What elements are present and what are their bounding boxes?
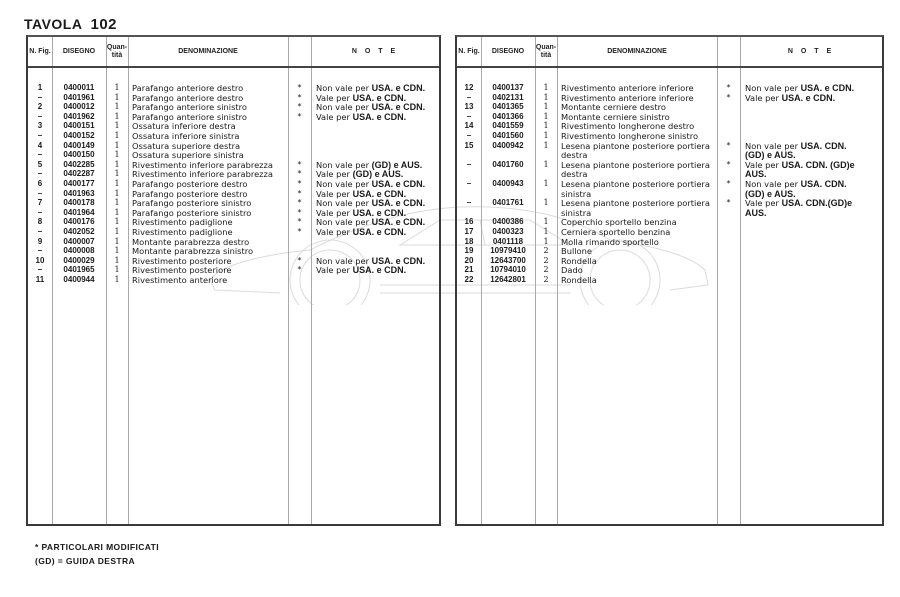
fig-number: 20 <box>464 255 474 265</box>
quantity: 1 <box>543 92 549 102</box>
table-row <box>28 227 439 237</box>
quantity: 1 <box>543 83 549 92</box>
description: Montante parabrezza destro <box>132 236 250 247</box>
fig-number: – <box>466 198 472 208</box>
quantity: 1 <box>114 188 120 198</box>
description: Lesena piantone posteriore portiera <box>561 159 710 170</box>
quantity: 1 <box>114 207 120 217</box>
table-row <box>28 160 439 170</box>
table-row-continuation <box>457 208 882 218</box>
modified-marker: * <box>726 198 731 208</box>
description: Lesena piantone posteriore portiera <box>561 140 710 151</box>
note-region: (GD) e AUS. <box>371 159 423 170</box>
description: Montante cerniere destro <box>561 102 666 113</box>
note-text <box>316 160 422 170</box>
fig-number: – <box>37 169 43 179</box>
header-disegno: DISEGNO <box>491 47 525 55</box>
note-region: USA. e CDN. <box>371 217 426 228</box>
part-number: 0401961 <box>63 92 95 102</box>
footer-gd-legend: (GD) = GUIDA DESTRA <box>35 556 136 566</box>
table-row <box>457 121 882 131</box>
part-number: 0401761 <box>492 198 524 208</box>
table-row <box>457 102 882 112</box>
quantity: 2 <box>543 255 549 265</box>
description: Cerniera sportello benzina <box>561 227 671 237</box>
quantity: 1 <box>114 169 120 179</box>
header-quantita: Quan- tità <box>535 43 557 59</box>
parts-table-right <box>455 35 884 526</box>
note-region: USA. e CDN. <box>371 198 426 209</box>
quantity: 1 <box>114 83 120 92</box>
fig-number: 12 <box>464 83 474 92</box>
note-prefix: Vale per <box>316 169 353 180</box>
part-number: 12643700 <box>490 255 526 265</box>
fig-number: 5 <box>37 159 43 169</box>
table-row <box>28 179 439 189</box>
description: Rondella <box>561 275 597 285</box>
note-text <box>745 179 847 189</box>
description: Parafango posteriore destro <box>132 188 248 199</box>
note-prefix: Vale per <box>745 198 782 209</box>
note-prefix: Vale per <box>745 159 782 170</box>
note-continued: (GD) e AUS. <box>745 150 796 161</box>
description: Molla rimando sportello <box>561 236 659 247</box>
modified-marker: * <box>297 111 302 121</box>
quantity: 1 <box>114 102 120 112</box>
note-text <box>316 227 406 237</box>
table-row-continuation <box>457 150 882 160</box>
description: Bullone <box>561 246 592 257</box>
fig-number: – <box>37 150 43 160</box>
part-number: 0400942 <box>492 140 524 150</box>
note-region: USA. CDN.(GD)e <box>781 198 853 209</box>
note-text <box>316 208 406 218</box>
note-prefix: Non vale per <box>745 179 801 189</box>
quantity: 1 <box>543 198 549 208</box>
description: Rivestimento padiglione <box>132 227 233 237</box>
note-prefix: Vale per <box>316 92 353 103</box>
fig-number: – <box>466 131 472 140</box>
quantity: 1 <box>114 227 120 236</box>
quantity: 1 <box>114 121 120 131</box>
part-number: 0400011 <box>63 83 95 92</box>
description: Parafango posteriore destro <box>132 179 248 189</box>
part-number: 0401963 <box>63 188 95 198</box>
quantity: 1 <box>114 217 120 227</box>
modified-marker: * <box>297 255 302 265</box>
description: Rivestimento posteriore <box>132 255 232 266</box>
table-row <box>457 83 882 93</box>
note-region: USA. e CDN. <box>352 227 407 237</box>
quantity: 1 <box>114 159 120 169</box>
fig-number: 6 <box>37 179 43 188</box>
fig-number: 18 <box>464 236 474 246</box>
description: Parafango anteriore destro <box>132 92 244 103</box>
note-prefix: Non vale per <box>316 159 372 170</box>
description: Rivestimento inferiore parabrezza <box>132 159 273 170</box>
note-region: USA. e CDN. <box>781 92 836 103</box>
fig-number: 10 <box>35 255 45 265</box>
part-number: 0401962 <box>63 111 95 121</box>
quantity: 1 <box>114 275 120 284</box>
note-text <box>745 141 847 151</box>
table-row <box>457 256 882 266</box>
note-prefix: Non vale per <box>316 255 372 266</box>
table-row <box>457 237 882 247</box>
description: Rivestimento padiglione <box>132 217 233 228</box>
part-number: 10979410 <box>490 246 526 256</box>
description: Dado <box>561 265 583 276</box>
modified-marker: * <box>297 227 302 236</box>
part-number: 0400152 <box>63 131 95 140</box>
modified-marker: * <box>297 92 302 102</box>
modified-marker: * <box>726 159 731 169</box>
table-row <box>28 198 439 208</box>
part-number: 0400386 <box>492 217 524 227</box>
modified-marker: * <box>297 217 302 227</box>
quantity: 2 <box>543 246 549 256</box>
quantity: 1 <box>114 140 120 150</box>
note-region: USA. e CDN. <box>371 255 426 266</box>
note-prefix: Vale per <box>316 111 353 122</box>
description: Montante cerniere sinistro <box>561 111 670 122</box>
part-number: 0401964 <box>63 207 95 217</box>
table-row-continuation <box>457 189 882 199</box>
description: Ossatura inferiore destra <box>132 121 236 132</box>
part-number: 0400012 <box>63 102 95 112</box>
fig-number: – <box>466 111 472 121</box>
header-note: N O T E <box>787 47 835 55</box>
modified-marker: * <box>297 198 302 208</box>
part-number: 0400177 <box>63 179 95 188</box>
part-number: 0400137 <box>492 83 524 92</box>
part-number: 0402131 <box>492 92 524 102</box>
header-disegno: DISEGNO <box>62 47 96 55</box>
fig-number: – <box>37 131 43 140</box>
description: Coperchio sportello benzina <box>561 217 677 228</box>
modified-marker: * <box>297 188 302 198</box>
note-region: USA. e CDN. <box>352 111 407 122</box>
note-prefix: Vale per <box>316 227 353 237</box>
parts-table-left <box>26 35 441 526</box>
fig-number: 19 <box>464 246 474 256</box>
note-continued: AUS. <box>745 207 767 218</box>
fig-number: 2 <box>37 102 43 112</box>
note-prefix: Non vale per <box>745 83 801 93</box>
quantity: 2 <box>543 275 549 284</box>
fig-number: 11 <box>35 275 45 284</box>
note-prefix: Non vale per <box>316 179 372 189</box>
description: Rivestimento inferiore parabrezza <box>132 169 273 180</box>
part-number: 0400943 <box>492 179 524 188</box>
note-prefix: Vale per <box>745 92 782 103</box>
fig-number: – <box>37 207 43 217</box>
description: Rivestimento longherone destro <box>561 121 695 132</box>
note-region: USA. e CDN. <box>352 265 407 276</box>
quantity: 1 <box>543 217 549 227</box>
description: Rivestimento longherone sinistro <box>561 131 699 141</box>
description: Parafango posteriore sinistro <box>132 198 252 209</box>
description-continued: destra <box>561 169 588 180</box>
note-prefix: Non vale per <box>316 217 372 228</box>
note-region: (GD) e AUS. <box>352 169 404 180</box>
table-row <box>28 217 439 227</box>
fig-number: – <box>37 111 43 121</box>
modified-marker: * <box>297 265 302 275</box>
description: Parafango anteriore destro <box>132 83 244 93</box>
part-number: 0400149 <box>63 140 95 150</box>
modified-marker: * <box>726 92 731 102</box>
quantity: 1 <box>114 179 120 188</box>
part-number: 0400176 <box>63 217 95 227</box>
note-region: USA. e CDN. <box>352 188 407 199</box>
fig-number: 8 <box>37 217 43 227</box>
part-number: 0400007 <box>63 236 95 246</box>
footer-modified-parts: * PARTICOLARI MODIFICATI <box>35 542 160 552</box>
part-number: 0401560 <box>492 131 524 140</box>
note-continued: (GD) e AUS. <box>745 188 796 199</box>
header-note: N O T E <box>351 47 399 55</box>
quantity: 1 <box>543 131 549 140</box>
table-row <box>457 93 882 103</box>
note-region: USA. e CDN. <box>371 83 426 93</box>
table-row <box>457 131 882 141</box>
description-continued: destra <box>561 150 588 161</box>
quantity: 2 <box>543 265 549 275</box>
part-number: 0400178 <box>63 198 95 208</box>
note-region: USA. CDN. <box>800 179 847 189</box>
table-row <box>457 227 882 237</box>
note-prefix: Non vale per <box>316 83 372 93</box>
table-row <box>28 121 439 131</box>
part-number: 0401366 <box>492 111 524 121</box>
modified-marker: * <box>297 102 302 112</box>
title-label: TAVOLA <box>24 16 83 32</box>
quantity: 1 <box>114 236 120 246</box>
description: Montante parabrezza sinistro <box>132 246 254 257</box>
modified-marker: * <box>726 140 731 150</box>
part-number: 0400151 <box>63 121 95 131</box>
quantity: 1 <box>543 179 549 188</box>
quantity: 1 <box>543 111 549 121</box>
fig-number: – <box>37 92 43 102</box>
description: Rivestimento anteriore inferiore <box>561 92 694 103</box>
fig-number: 14 <box>464 121 474 131</box>
table-row <box>28 189 439 199</box>
table-row <box>457 141 882 151</box>
quantity: 1 <box>114 255 120 265</box>
header-fig: N. Fig. <box>29 47 51 55</box>
table-row <box>28 275 439 285</box>
fig-number: 15 <box>464 140 474 150</box>
part-number: 0401365 <box>492 102 524 112</box>
note-text <box>316 256 425 266</box>
part-number: 0400008 <box>63 246 95 256</box>
note-text <box>316 198 425 208</box>
table-row <box>457 246 882 256</box>
description: Ossatura superiore destra <box>132 140 241 151</box>
table-row <box>28 112 439 122</box>
note-prefix: Non vale per <box>316 198 372 209</box>
modified-marker: * <box>297 169 302 179</box>
note-text <box>316 189 406 199</box>
fig-number: 22 <box>464 275 474 284</box>
fig-number: 3 <box>37 121 43 131</box>
part-number: 10794010 <box>490 265 526 275</box>
header-fig: N. Fig. <box>458 47 480 55</box>
table-row <box>28 141 439 151</box>
part-number: 0402052 <box>63 227 95 236</box>
part-number: 0401965 <box>63 265 95 275</box>
header-denominazione: DENOMINAZIONE <box>178 47 238 55</box>
table-row <box>28 169 439 179</box>
table-row <box>28 246 439 256</box>
description: Lesena piantone posteriore portiera <box>561 179 710 189</box>
note-prefix: Non vale per <box>745 140 801 151</box>
note-text <box>745 160 855 170</box>
part-number: 0401559 <box>492 121 524 131</box>
note-region: USA. e CDN. <box>352 207 407 218</box>
note-region: USA. CDN. <box>800 140 847 151</box>
note-text <box>316 102 425 112</box>
fig-number: 7 <box>37 198 43 208</box>
table-row <box>28 83 439 93</box>
table-row <box>457 275 882 285</box>
part-number: 0400150 <box>63 150 95 160</box>
table-row <box>457 112 882 122</box>
note-region: USA. e CDN. <box>371 102 426 113</box>
modified-marker: * <box>297 179 302 188</box>
quantity: 1 <box>114 111 120 121</box>
quantity: 1 <box>543 102 549 112</box>
page-title <box>24 16 117 33</box>
header-denominazione: DENOMINAZIONE <box>607 47 667 55</box>
quantity: 1 <box>543 227 549 236</box>
note-prefix: Non vale per <box>316 102 372 113</box>
part-number: 0402285 <box>63 159 95 169</box>
title-number: 102 <box>90 16 118 33</box>
part-number: 0402287 <box>63 169 95 179</box>
table-row <box>28 150 439 160</box>
modified-marker: * <box>726 179 731 188</box>
table-row <box>28 237 439 247</box>
fig-number: 4 <box>37 140 43 150</box>
table-row <box>457 179 882 189</box>
header-quantita: Quan- tità <box>106 43 128 59</box>
note-region: USA. CDN. (GD)e <box>781 159 855 170</box>
table-row <box>457 198 882 208</box>
description: Parafango posteriore sinistro <box>132 207 252 218</box>
quantity: 1 <box>114 246 120 256</box>
description-continued: sinistra <box>561 188 592 199</box>
table-row <box>28 265 439 275</box>
note-text <box>316 112 406 122</box>
fig-number: – <box>466 92 472 102</box>
note-text <box>316 83 425 93</box>
note-text <box>745 93 835 103</box>
quantity: 1 <box>543 236 549 246</box>
table-row-continuation <box>457 169 882 179</box>
description-continued: sinistra <box>561 207 592 218</box>
fig-number: – <box>466 159 472 169</box>
table-row <box>28 102 439 112</box>
fig-number: – <box>37 188 43 198</box>
part-number: 0400944 <box>63 275 95 284</box>
quantity: 1 <box>114 198 120 208</box>
note-text <box>745 83 854 93</box>
description: Rivestimento anteriore <box>132 275 228 285</box>
modified-marker: * <box>297 159 302 169</box>
note-text <box>316 217 425 227</box>
fig-number: – <box>37 227 43 236</box>
description: Parafango anteriore sinistro <box>132 111 247 122</box>
quantity: 1 <box>543 140 549 150</box>
description: Ossatura superiore sinistra <box>132 150 244 161</box>
quantity: 1 <box>114 131 120 140</box>
quantity: 1 <box>114 92 120 102</box>
quantity: 1 <box>543 159 549 169</box>
fig-number: 1 <box>37 83 43 92</box>
modified-marker: * <box>297 207 302 217</box>
note-text <box>745 198 852 208</box>
part-number: 0401118 <box>492 236 524 246</box>
part-number: 12642801 <box>490 275 526 284</box>
table-row <box>28 93 439 103</box>
quantity: 1 <box>543 121 549 131</box>
note-text <box>316 93 406 103</box>
table-row <box>457 217 882 227</box>
fig-number: – <box>37 246 43 256</box>
fig-number: 16 <box>464 217 474 227</box>
description: Parafango anteriore sinistro <box>132 102 247 113</box>
modified-marker: * <box>297 83 302 92</box>
table-row <box>28 208 439 218</box>
table-row <box>28 256 439 266</box>
note-region: USA. e CDN. <box>352 92 407 103</box>
description: Lesena piantone posteriore portiera <box>561 198 710 209</box>
note-prefix: Vale per <box>316 265 353 276</box>
fig-number: 17 <box>464 227 474 236</box>
fig-number: 13 <box>464 102 474 112</box>
fig-number: 9 <box>37 236 43 246</box>
table-row <box>28 131 439 141</box>
note-text <box>316 169 403 179</box>
description: Rivestimento anteriore inferiore <box>561 83 694 93</box>
part-number: 0401760 <box>492 159 524 169</box>
fig-number: – <box>466 179 472 188</box>
part-number: 0400029 <box>63 255 95 265</box>
table-row <box>457 265 882 275</box>
note-region: USA. e CDN. <box>800 83 855 93</box>
quantity: 1 <box>114 150 120 160</box>
note-prefix: Vale per <box>316 188 353 199</box>
note-region: USA. e CDN. <box>371 179 426 189</box>
fig-number: 21 <box>464 265 474 275</box>
modified-marker: * <box>726 83 731 92</box>
part-number: 0400323 <box>492 227 524 236</box>
note-prefix: Vale per <box>316 207 353 218</box>
note-continued: AUS. <box>745 169 767 180</box>
description: Rivestimento posteriore <box>132 265 232 276</box>
note-text <box>316 179 425 189</box>
description: Rondella <box>561 255 597 266</box>
note-text <box>316 265 406 275</box>
table-row <box>457 160 882 170</box>
fig-number: – <box>37 265 43 275</box>
description: Ossatura inferiore sinistra <box>132 131 240 141</box>
quantity: 1 <box>114 265 120 275</box>
